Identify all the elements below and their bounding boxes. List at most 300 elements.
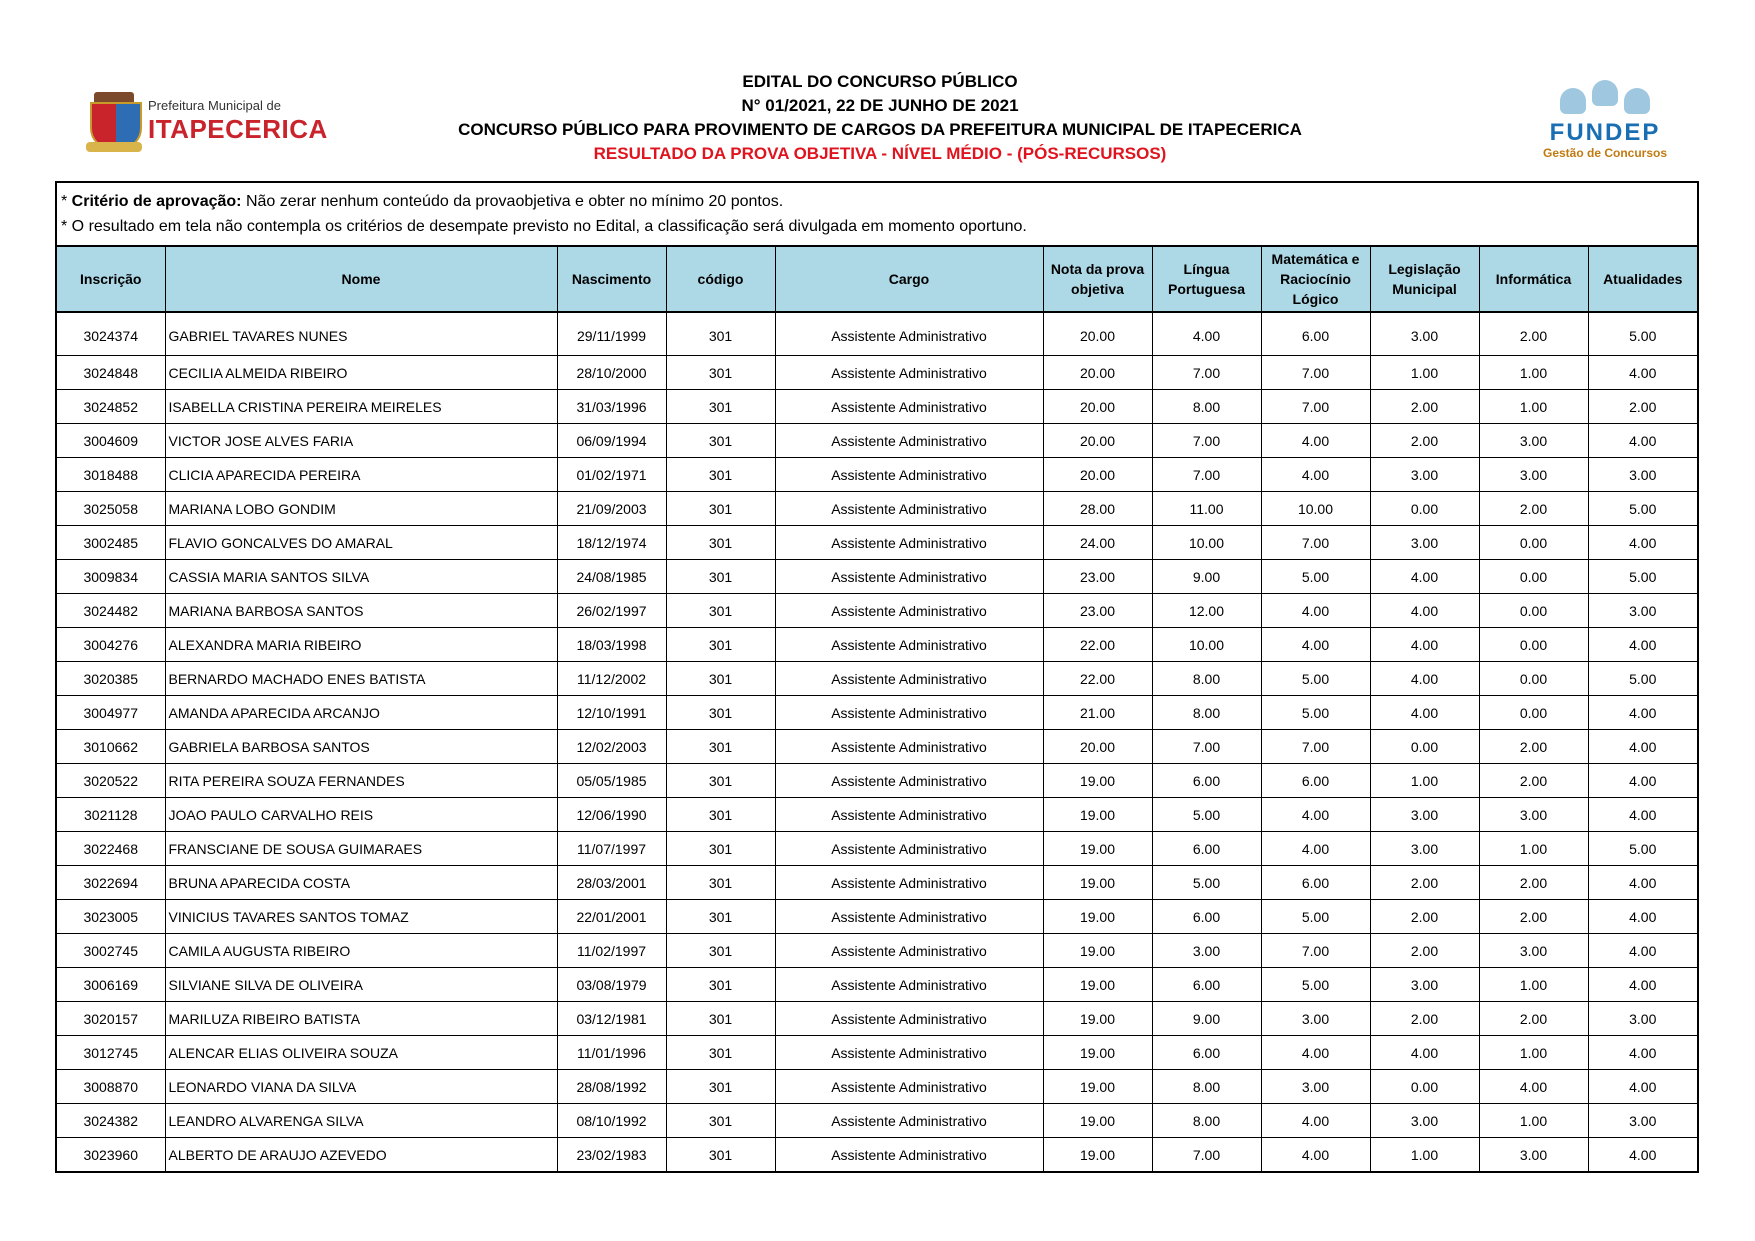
table-cell: 19.00 (1043, 1002, 1152, 1036)
table-cell: GABRIEL TAVARES NUNES (165, 312, 557, 356)
table-cell: 8.00 (1152, 662, 1261, 696)
table-cell: BRUNA APARECIDA COSTA (165, 866, 557, 900)
table-cell: 22.00 (1043, 628, 1152, 662)
table-cell: CASSIA MARIA SANTOS SILVA (165, 560, 557, 594)
table-row (57, 866, 1697, 900)
table-cell: 2.00 (1479, 866, 1588, 900)
table-cell: 301 (666, 1036, 775, 1070)
table-cell: 19.00 (1043, 900, 1152, 934)
table-cell: 20.00 (1043, 356, 1152, 390)
table-cell: 3.00 (1370, 526, 1479, 560)
title-line-2: N° 01/2021, 22 DE JUNHO DE 2021 (741, 96, 1019, 115)
table-cell: 2.00 (1370, 934, 1479, 968)
table-cell: 3002485 (57, 526, 165, 560)
table-cell: LEANDRO ALVARENGA SILVA (165, 1104, 557, 1138)
title-line-4: RESULTADO DA PROVA OBJETIVA - NÍVEL MÉDIO - (PÓS-RECURSOS) (593, 144, 1167, 163)
table-cell: Assistente Administrativo (775, 866, 1043, 900)
table-cell: 3020157 (57, 1002, 165, 1036)
table-cell: 0.00 (1479, 696, 1588, 730)
table-row (57, 560, 1697, 594)
table-cell: 3020385 (57, 662, 165, 696)
table-cell: 3025058 (57, 492, 165, 526)
table-cell: Assistente Administrativo (775, 458, 1043, 492)
table-cell: 6.00 (1152, 832, 1261, 866)
table-cell: Assistente Administrativo (775, 764, 1043, 798)
table-cell: 5.00 (1588, 312, 1697, 356)
table-cell: 18/03/1998 (557, 628, 666, 662)
notes-box (57, 183, 1697, 247)
table-cell: 6.00 (1152, 1036, 1261, 1070)
table-cell: 4.00 (1588, 424, 1697, 458)
table-cell: Assistente Administrativo (775, 662, 1043, 696)
table-cell: 301 (666, 798, 775, 832)
table-cell: 4.00 (1261, 1138, 1370, 1172)
table-cell: 4.00 (1152, 312, 1261, 356)
table-cell: 21/09/2003 (557, 492, 666, 526)
title-line-1: EDITAL DO CONCURSO PÚBLICO (742, 72, 1018, 91)
document-titles (430, 70, 1330, 166)
fundep-logo (1540, 80, 1670, 170)
table-cell: 21.00 (1043, 696, 1152, 730)
table-cell: 11.00 (1152, 492, 1261, 526)
table-cell: 3022468 (57, 832, 165, 866)
document-header (0, 0, 1755, 180)
fundep-wordmark: FUNDEP (1549, 119, 1661, 146)
column-header: Atualidades (1588, 247, 1697, 312)
table-cell: Assistente Administrativo (775, 1104, 1043, 1138)
table-cell: 7.00 (1261, 356, 1370, 390)
table-cell: 01/02/1971 (557, 458, 666, 492)
note-approval-criteria: * Critério de aprovação: Não zerar nenhum conteúdo da provaobjetiva e obter no mínimo 20 pontos. (61, 193, 784, 210)
table-cell: 3012745 (57, 1036, 165, 1070)
table-cell: 3.00 (1152, 934, 1261, 968)
table-cell: 1.00 (1479, 832, 1588, 866)
table-cell: 19.00 (1043, 1138, 1152, 1172)
table-cell: 20.00 (1043, 424, 1152, 458)
table-row (57, 390, 1697, 424)
column-header: Língua Portuguesa (1152, 247, 1261, 312)
logo-subtitle: Prefeitura Municipal de (148, 98, 281, 113)
table-cell: 8.00 (1152, 1104, 1261, 1138)
table-cell: 3024374 (57, 312, 165, 356)
table-cell: Assistente Administrativo (775, 1070, 1043, 1104)
table-cell: Assistente Administrativo (775, 900, 1043, 934)
column-header: Cargo (775, 247, 1043, 312)
table-cell: BERNARDO MACHADO ENES BATISTA (165, 662, 557, 696)
results-table (57, 247, 1697, 1171)
table-cell: 1.00 (1479, 390, 1588, 424)
column-header: Nome (165, 247, 557, 312)
table-cell: 05/05/1985 (557, 764, 666, 798)
table-cell: 24/08/1985 (557, 560, 666, 594)
table-cell: 7.00 (1152, 1138, 1261, 1172)
table-row (57, 730, 1697, 764)
table-cell: 301 (666, 832, 775, 866)
table-row (57, 696, 1697, 730)
table-row (57, 832, 1697, 866)
table-cell: 3002745 (57, 934, 165, 968)
table-cell: 3024382 (57, 1104, 165, 1138)
table-cell: 3021128 (57, 798, 165, 832)
table-cell: 6.00 (1261, 866, 1370, 900)
table-cell: ISABELLA CRISTINA PEREIRA MEIRELES (165, 390, 557, 424)
table-cell: 06/09/1994 (557, 424, 666, 458)
table-cell: 6.00 (1152, 968, 1261, 1002)
table-cell: 5.00 (1152, 798, 1261, 832)
table-cell: FLAVIO GONCALVES DO AMARAL (165, 526, 557, 560)
table-cell: 4.00 (1261, 628, 1370, 662)
column-header: Nota da prova objetiva (1043, 247, 1152, 312)
table-cell: 301 (666, 628, 775, 662)
table-cell: 6.00 (1152, 764, 1261, 798)
table-cell: 19.00 (1043, 968, 1152, 1002)
table-cell: 20.00 (1043, 458, 1152, 492)
table-cell: Assistente Administrativo (775, 968, 1043, 1002)
table-cell: 03/12/1981 (557, 1002, 666, 1036)
table-cell: 4.00 (1588, 526, 1697, 560)
table-cell: 3.00 (1588, 1104, 1697, 1138)
table-cell: 301 (666, 866, 775, 900)
fundep-mark-icon (1550, 80, 1660, 120)
table-cell: 7.00 (1261, 730, 1370, 764)
table-cell: 301 (666, 662, 775, 696)
table-cell: 4.00 (1261, 1036, 1370, 1070)
table-cell: Assistente Administrativo (775, 934, 1043, 968)
table-cell: 7.00 (1152, 730, 1261, 764)
table-cell: 29/11/1999 (557, 312, 666, 356)
table-cell: 1.00 (1370, 1138, 1479, 1172)
table-cell: 23.00 (1043, 560, 1152, 594)
table-cell: SILVIANE SILVA DE OLIVEIRA (165, 968, 557, 1002)
table-cell: 2.00 (1479, 492, 1588, 526)
table-cell: 301 (666, 764, 775, 798)
table-cell: 301 (666, 356, 775, 390)
table-cell: 20.00 (1043, 312, 1152, 356)
table-cell: 3004977 (57, 696, 165, 730)
table-cell: Assistente Administrativo (775, 560, 1043, 594)
table-row (57, 934, 1697, 968)
table-row (57, 312, 1697, 356)
table-cell: Assistente Administrativo (775, 696, 1043, 730)
table-cell: 11/02/1997 (557, 934, 666, 968)
table-row (57, 1138, 1697, 1172)
table-row (57, 594, 1697, 628)
table-cell: Assistente Administrativo (775, 730, 1043, 764)
table-cell: 19.00 (1043, 866, 1152, 900)
table-cell: 19.00 (1043, 832, 1152, 866)
table-cell: 3022694 (57, 866, 165, 900)
table-cell: 2.00 (1370, 1002, 1479, 1036)
table-cell: 301 (666, 696, 775, 730)
table-cell: Assistente Administrativo (775, 798, 1043, 832)
table-cell: 301 (666, 900, 775, 934)
table-cell: 0.00 (1370, 730, 1479, 764)
table-cell: 12/10/1991 (557, 696, 666, 730)
table-cell: 5.00 (1261, 662, 1370, 696)
table-cell: 28.00 (1043, 492, 1152, 526)
table-cell: 4.00 (1588, 798, 1697, 832)
table-cell: 4.00 (1588, 628, 1697, 662)
table-cell: 2.00 (1479, 312, 1588, 356)
table-cell: 2.00 (1479, 900, 1588, 934)
table-cell: 4.00 (1370, 594, 1479, 628)
table-cell: 3024482 (57, 594, 165, 628)
table-cell: 301 (666, 526, 775, 560)
table-cell: 19.00 (1043, 798, 1152, 832)
table-cell: 3.00 (1370, 1104, 1479, 1138)
table-cell: 28/08/1992 (557, 1070, 666, 1104)
table-cell: 28/10/2000 (557, 356, 666, 390)
table-cell: 19.00 (1043, 1104, 1152, 1138)
table-cell: 26/02/1997 (557, 594, 666, 628)
table-cell: 0.00 (1479, 560, 1588, 594)
table-cell: 3.00 (1261, 1070, 1370, 1104)
title-line-3: CONCURSO PÚBLICO PARA PROVIMENTO DE CARGOS DA PREFEITURA MUNICIPAL DE ITAPECERICA (458, 120, 1302, 139)
table-cell: 22.00 (1043, 662, 1152, 696)
table-cell: 9.00 (1152, 560, 1261, 594)
table-cell: 4.00 (1261, 594, 1370, 628)
table-cell: 8.00 (1152, 1070, 1261, 1104)
table-cell: 301 (666, 458, 775, 492)
table-cell: 4.00 (1588, 1036, 1697, 1070)
table-cell: 4.00 (1588, 1138, 1697, 1172)
table-cell: 301 (666, 560, 775, 594)
table-cell: 4.00 (1370, 662, 1479, 696)
table-cell: 23/02/1983 (557, 1138, 666, 1172)
table-cell: 7.00 (1152, 356, 1261, 390)
table-cell: MARIANA LOBO GONDIM (165, 492, 557, 526)
table-cell: LEONARDO VIANA DA SILVA (165, 1070, 557, 1104)
table-cell: 3.00 (1370, 832, 1479, 866)
table-row (57, 492, 1697, 526)
table-cell: VINICIUS TAVARES SANTOS TOMAZ (165, 900, 557, 934)
table-cell: 5.00 (1588, 492, 1697, 526)
table-cell: 301 (666, 1002, 775, 1036)
table-cell: 3.00 (1479, 798, 1588, 832)
table-cell: 3.00 (1588, 594, 1697, 628)
table-row (57, 424, 1697, 458)
table-cell: 3008870 (57, 1070, 165, 1104)
table-cell: 12/06/1990 (557, 798, 666, 832)
table-cell: 24.00 (1043, 526, 1152, 560)
table-cell: Assistente Administrativo (775, 526, 1043, 560)
table-cell: 10.00 (1152, 526, 1261, 560)
table-cell: Assistente Administrativo (775, 356, 1043, 390)
table-cell: 4.00 (1588, 730, 1697, 764)
table-row (57, 458, 1697, 492)
table-cell: 19.00 (1043, 764, 1152, 798)
column-header: código (666, 247, 775, 312)
table-row (57, 968, 1697, 1002)
table-cell: 11/12/2002 (557, 662, 666, 696)
table-cell: CAMILA AUGUSTA RIBEIRO (165, 934, 557, 968)
table-cell: 3024852 (57, 390, 165, 424)
table-cell: 11/07/1997 (557, 832, 666, 866)
table-cell: 3.00 (1370, 458, 1479, 492)
table-cell: 4.00 (1588, 968, 1697, 1002)
table-row (57, 526, 1697, 560)
table-cell: 08/10/1992 (557, 1104, 666, 1138)
table-cell: Assistente Administrativo (775, 312, 1043, 356)
table-cell: 20.00 (1043, 730, 1152, 764)
table-cell: 03/08/1979 (557, 968, 666, 1002)
table-cell: 5.00 (1152, 866, 1261, 900)
table-cell: 3020522 (57, 764, 165, 798)
table-cell: 20.00 (1043, 390, 1152, 424)
table-cell: 4.00 (1588, 356, 1697, 390)
table-cell: CECILIA ALMEIDA RIBEIRO (165, 356, 557, 390)
table-cell: 11/01/1996 (557, 1036, 666, 1070)
table-cell: 7.00 (1261, 390, 1370, 424)
column-header: Informática (1479, 247, 1588, 312)
table-cell: 3023005 (57, 900, 165, 934)
note-tiebreak: * O resultado em tela não contempla os critérios de desempate previsto no Edital, a classificação será divulgada em momento oportuno. (61, 218, 1027, 235)
table-row (57, 798, 1697, 832)
table-row (57, 662, 1697, 696)
table-cell: 3.00 (1588, 458, 1697, 492)
table-header-row (57, 247, 1697, 312)
table-cell: 301 (666, 1070, 775, 1104)
table-cell: 2.00 (1479, 1002, 1588, 1036)
table-cell: 4.00 (1588, 866, 1697, 900)
table-cell: 10.00 (1261, 492, 1370, 526)
table-row (57, 764, 1697, 798)
table-cell: Assistente Administrativo (775, 832, 1043, 866)
table-cell: 19.00 (1043, 1070, 1152, 1104)
table-cell: 4.00 (1261, 832, 1370, 866)
table-cell: 3024848 (57, 356, 165, 390)
table-cell: 3006169 (57, 968, 165, 1002)
table-cell: 3010662 (57, 730, 165, 764)
table-cell: 3018488 (57, 458, 165, 492)
logo-city-name: ITAPECERICA (148, 114, 328, 144)
table-cell: 3004609 (57, 424, 165, 458)
table-row (57, 356, 1697, 390)
table-cell: 301 (666, 934, 775, 968)
table-cell: 301 (666, 492, 775, 526)
table-cell: 7.00 (1261, 934, 1370, 968)
table-cell: 8.00 (1152, 390, 1261, 424)
table-cell: 0.00 (1370, 1070, 1479, 1104)
table-cell: 3.00 (1479, 934, 1588, 968)
table-row (57, 628, 1697, 662)
table-cell: 4.00 (1479, 1070, 1588, 1104)
results-frame (55, 181, 1699, 1173)
table-cell: CLICIA APARECIDA PEREIRA (165, 458, 557, 492)
table-cell: 10.00 (1152, 628, 1261, 662)
table-cell: 0.00 (1479, 662, 1588, 696)
table-cell: FRANSCIANE DE SOUSA GUIMARAES (165, 832, 557, 866)
table-cell: 31/03/1996 (557, 390, 666, 424)
column-header: Inscrição (57, 247, 165, 312)
table-cell: 1.00 (1370, 356, 1479, 390)
table-cell: 301 (666, 312, 775, 356)
table-cell: 4.00 (1261, 1104, 1370, 1138)
table-cell: Assistente Administrativo (775, 390, 1043, 424)
table-cell: AMANDA APARECIDA ARCANJO (165, 696, 557, 730)
note-approval-text: Não zerar nenhum conteúdo da provaobjetiva e obter no mínimo 20 pontos. (241, 193, 784, 210)
table-cell: 3004276 (57, 628, 165, 662)
table-cell: ALENCAR ELIAS OLIVEIRA SOUZA (165, 1036, 557, 1070)
table-cell: 7.00 (1152, 424, 1261, 458)
table-cell: 5.00 (1261, 696, 1370, 730)
column-header: Matemática e Raciocínio Lógico (1261, 247, 1370, 312)
table-cell: 8.00 (1152, 696, 1261, 730)
table-cell: 2.00 (1370, 866, 1479, 900)
table-cell: 6.00 (1261, 312, 1370, 356)
table-cell: 4.00 (1370, 560, 1479, 594)
table-cell: 3.00 (1261, 1002, 1370, 1036)
table-cell: 6.00 (1152, 900, 1261, 934)
table-cell: 0.00 (1479, 628, 1588, 662)
table-cell: 4.00 (1370, 696, 1479, 730)
table-cell: 301 (666, 968, 775, 1002)
table-cell: Assistente Administrativo (775, 1002, 1043, 1036)
table-cell: 301 (666, 424, 775, 458)
table-cell: 7.00 (1152, 458, 1261, 492)
table-cell: 4.00 (1588, 764, 1697, 798)
table-cell: 4.00 (1370, 1036, 1479, 1070)
table-cell: 3.00 (1588, 1002, 1697, 1036)
table-cell: Assistente Administrativo (775, 1138, 1043, 1172)
table-cell: 4.00 (1370, 628, 1479, 662)
table-cell: 1.00 (1370, 764, 1479, 798)
prefeitura-logo (86, 92, 328, 158)
table-cell: RITA PEREIRA SOUZA FERNANDES (165, 764, 557, 798)
table-row (57, 1104, 1697, 1138)
table-cell: 2.00 (1370, 390, 1479, 424)
table-cell: 5.00 (1261, 968, 1370, 1002)
table-cell: MARILUZA RIBEIRO BATISTA (165, 1002, 557, 1036)
table-cell: 1.00 (1479, 968, 1588, 1002)
table-cell: 5.00 (1261, 900, 1370, 934)
table-cell: GABRIELA BARBOSA SANTOS (165, 730, 557, 764)
table-cell: 1.00 (1479, 356, 1588, 390)
table-cell: JOAO PAULO CARVALHO REIS (165, 798, 557, 832)
table-cell: 6.00 (1261, 764, 1370, 798)
table-cell: 3.00 (1479, 1138, 1588, 1172)
table-cell: 0.00 (1370, 492, 1479, 526)
table-row (57, 1002, 1697, 1036)
table-cell: 7.00 (1261, 526, 1370, 560)
table-cell: 1.00 (1479, 1036, 1588, 1070)
table-cell: Assistente Administrativo (775, 424, 1043, 458)
table-cell: 12.00 (1152, 594, 1261, 628)
table-cell: 4.00 (1588, 1070, 1697, 1104)
table-cell: 301 (666, 1104, 775, 1138)
table-cell: Assistente Administrativo (775, 628, 1043, 662)
table-cell: 4.00 (1588, 934, 1697, 968)
table-cell: 0.00 (1479, 594, 1588, 628)
table-cell: VICTOR JOSE ALVES FARIA (165, 424, 557, 458)
table-row (57, 1036, 1697, 1070)
table-cell: 19.00 (1043, 1036, 1152, 1070)
table-cell: 5.00 (1588, 560, 1697, 594)
table-cell: 301 (666, 594, 775, 628)
table-cell: 5.00 (1588, 662, 1697, 696)
column-header: Nascimento (557, 247, 666, 312)
table-cell: 4.00 (1588, 900, 1697, 934)
table-cell: 3009834 (57, 560, 165, 594)
table-cell: 3.00 (1370, 798, 1479, 832)
table-cell: 3023960 (57, 1138, 165, 1172)
table-cell: ALBERTO DE ARAUJO AZEVEDO (165, 1138, 557, 1172)
table-cell: 2.00 (1479, 730, 1588, 764)
table-row (57, 900, 1697, 934)
coat-of-arms-icon (86, 92, 142, 158)
table-cell: 301 (666, 1138, 775, 1172)
table-cell: 22/01/2001 (557, 900, 666, 934)
